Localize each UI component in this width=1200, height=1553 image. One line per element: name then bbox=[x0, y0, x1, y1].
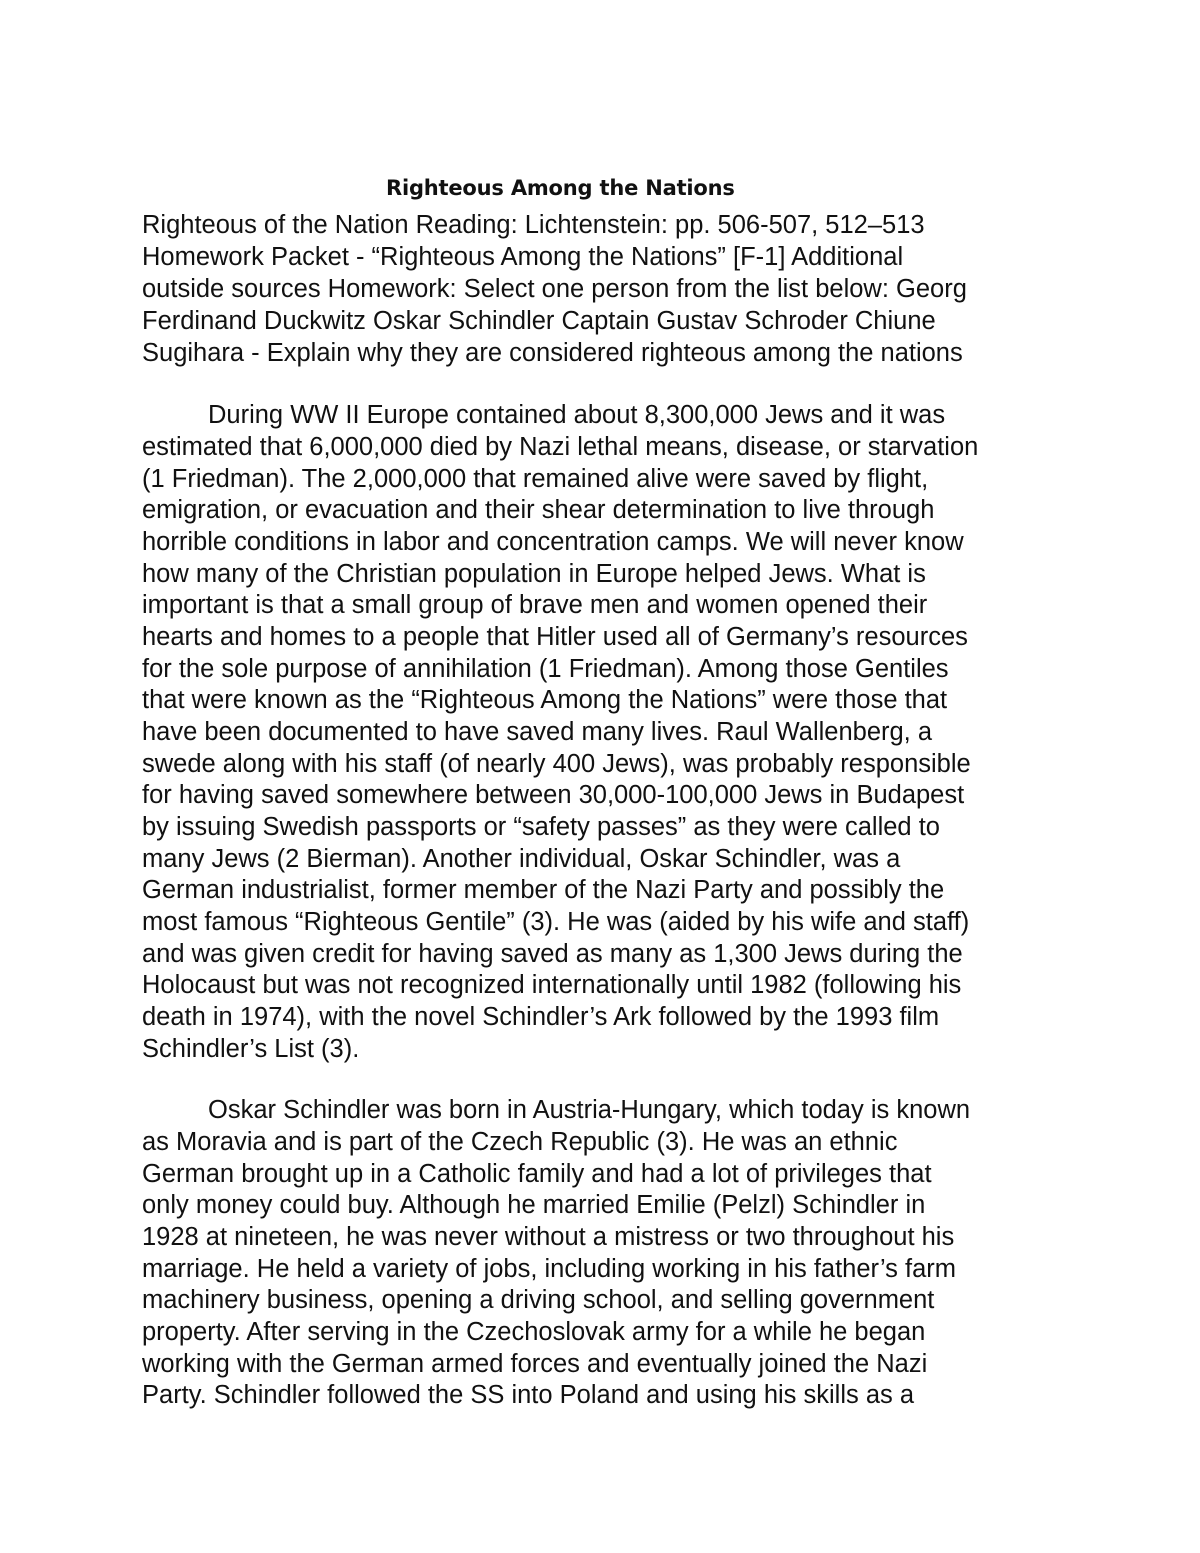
paragraph-1-line: and was given credit for having saved as many as 1,300 Jews during the bbox=[142, 940, 963, 968]
paragraph-1-line: for the sole purpose of annihilation (1 Friedman). Among those Gentiles bbox=[142, 655, 949, 683]
paragraph-1-line: Schindler’s List (3). bbox=[142, 1035, 360, 1063]
header-line: Ferdinand Duckwitz Oskar Schindler Captain Gustav Schroder Chiune bbox=[142, 307, 936, 335]
paragraph-1-line: Holocaust but was not recognized internationally until 1982 (following his bbox=[142, 971, 962, 999]
paragraph-1-line: horrible conditions in labor and concentration camps. We will never know bbox=[142, 528, 964, 556]
header-line: Homework Packet - “Righteous Among the Nations” [F-1] Additional bbox=[142, 243, 904, 271]
paragraph-1-line: German industrialist, former member of the Nazi Party and possibly the bbox=[142, 876, 945, 904]
paragraph-2-line: only money could buy. Although he married Emilie (Pelzl) Schindler in bbox=[142, 1191, 926, 1219]
paragraph-1-line: emigration, or evacuation and their shear determination to live through bbox=[142, 496, 935, 524]
header-line: outside sources Homework: Select one person from the list below: Georg bbox=[142, 275, 967, 303]
paragraph-1-line: estimated that 6,000,000 died by Nazi lethal means, disease, or starvation bbox=[142, 433, 979, 461]
paragraph-1-line: swede along with his staff (of nearly 400 Jews), was probably responsible bbox=[142, 750, 971, 778]
paragraph-1-line: how many of the Christian population in Europe helped Jews. What is bbox=[142, 560, 926, 588]
paragraph-1-line: by issuing Swedish passports or “safety passes” as they were called to bbox=[142, 813, 940, 841]
paragraph-2-line: property. After serving in the Czechoslovak army for a while he began bbox=[142, 1318, 926, 1346]
paragraph-2-line: machinery business, opening a driving school, and selling government bbox=[142, 1286, 935, 1314]
paragraph-1-line: that were known as the “Righteous Among the Nations” were those that bbox=[142, 686, 948, 714]
paragraph-1-line: important is that a small group of brave men and women opened their bbox=[142, 591, 928, 619]
paragraph-2-line: marriage. He held a variety of jobs, including working in his father’s farm bbox=[142, 1255, 957, 1283]
header-line: Sugihara - Explain why they are considered righteous among the nations bbox=[142, 339, 963, 367]
paragraph-1-line: During WW II Europe contained about 8,300,000 Jews and it was bbox=[208, 401, 946, 429]
paragraph-1-line: many Jews (2 Bierman). Another individual, Oskar Schindler, was a bbox=[142, 845, 901, 873]
document-title: Righteous Among the Nations bbox=[386, 176, 735, 200]
paragraph-2-line: German brought up in a Catholic family and had a lot of privileges that bbox=[142, 1160, 932, 1188]
paragraph-1-line: for having saved somewhere between 30,000-100,000 Jews in Budapest bbox=[142, 781, 965, 809]
paragraph-2-line: working with the German armed forces and eventually joined the Nazi bbox=[142, 1350, 928, 1378]
paragraph-2-line: Party. Schindler followed the SS into Poland and using his skills as a bbox=[142, 1381, 915, 1409]
paragraph-1-line: have been documented to have saved many lives. Raul Wallenberg, a bbox=[142, 718, 933, 746]
paragraph-1-line: (1 Friedman). The 2,000,000 that remained alive were saved by flight, bbox=[142, 465, 929, 493]
paragraph-1-line: hearts and homes to a people that Hitler used all of Germany’s resources bbox=[142, 623, 968, 651]
paragraph-2-line: Oskar Schindler was born in Austria-Hungary, which today is known bbox=[208, 1096, 971, 1124]
header-line: Righteous of the Nation Reading: Lichtenstein: pp. 506-507, 512–513 bbox=[142, 211, 925, 239]
paragraph-1-line: most famous “Righteous Gentile” (3). He was (aided by his wife and staff) bbox=[142, 908, 970, 936]
paragraph-1-line: death in 1974), with the novel Schindler’s Ark followed by the 1993 film bbox=[142, 1003, 940, 1031]
paragraph-2-line: 1928 at nineteen, he was never without a mistress or two throughout his bbox=[142, 1223, 955, 1251]
paragraph-2-line: as Moravia and is part of the Czech Republic (3). He was an ethnic bbox=[142, 1128, 898, 1156]
